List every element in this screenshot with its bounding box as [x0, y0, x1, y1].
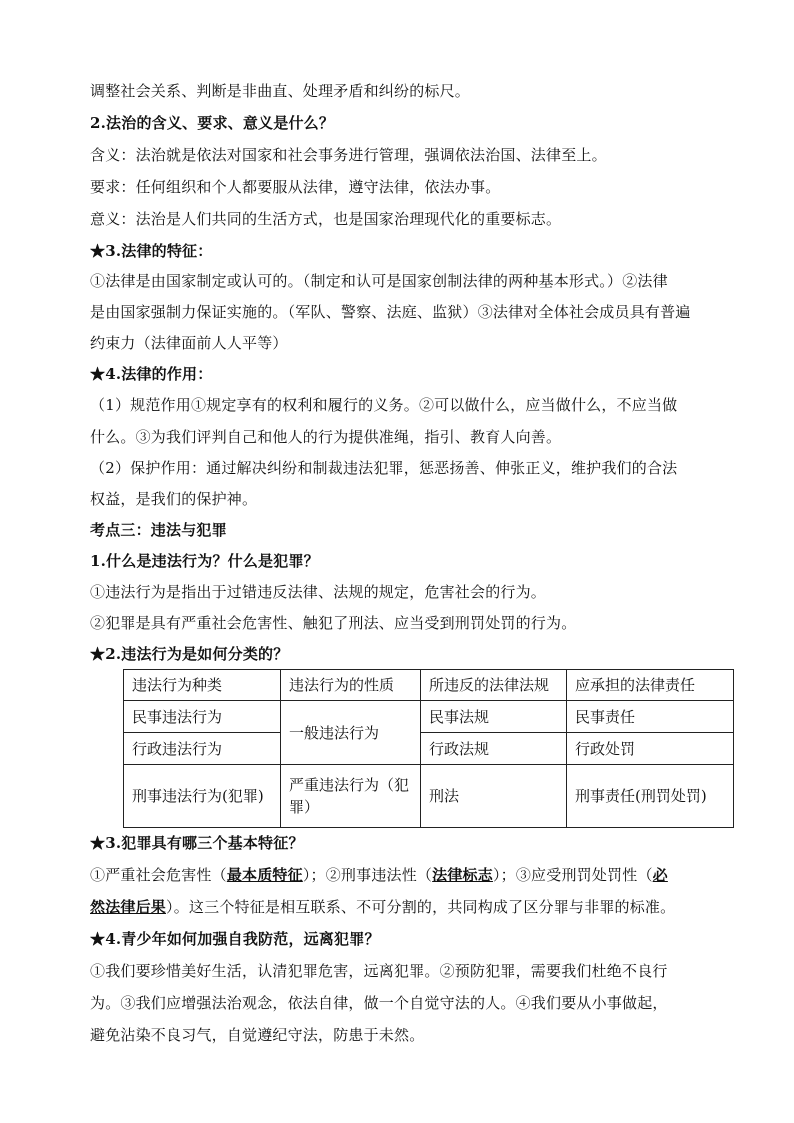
- paragraph-line: ②犯罪是具有严重社会危害性、触犯了刑法、应当受到刑罚处罚的行为。: [90, 614, 577, 632]
- paragraph-line: 是由国家强制力保证实施的。（军队、警察、法庭、监狱）③法律对全体社会成员具有普遍: [90, 303, 691, 321]
- paragraph-line: （2）保护作用：通过解决纠纷和制裁违法犯罪，惩恶扬善、伸张正义，维护我们的合法: [90, 459, 678, 477]
- paragraph-line: 权益，是我们的保护神。: [90, 490, 258, 508]
- paragraph-line: 约束力（法律面前人人平等）: [90, 334, 288, 352]
- paragraph-line: [90, 865, 710, 885]
- paragraph-line: 为。③我们应增强法治观念，依法自律，做一个自觉守法的人。④我们要从小事做起，: [90, 994, 668, 1012]
- table-cell: 严重违法行为（犯罪）: [281, 765, 421, 828]
- table-cell: 刑法: [421, 765, 567, 828]
- question-heading: ★4.法律的作用：: [90, 365, 213, 383]
- text-run: ①严重社会危害性（: [90, 866, 227, 884]
- text-run: ）；②刑事违法性（: [302, 866, 433, 884]
- paragraph-line: ①违法行为是指出于过错违反法律、法规的规定，危害社会的行为。: [90, 583, 547, 601]
- text-run: ）；③应受刑罚处罚性（: [492, 866, 653, 884]
- paragraph-line: 调整社会关系、判断是非曲直、处理矛盾和纠纷的标尺。: [90, 82, 471, 100]
- table-header-cell: 应承担的法律责任: [567, 670, 734, 701]
- key-term: 必: [652, 866, 668, 884]
- table-header-row: [124, 670, 734, 701]
- violation-classification-table: [123, 669, 733, 827]
- key-term: 然法律后果: [90, 898, 167, 916]
- table-cell: 行政违法行为: [124, 733, 281, 765]
- question-heading: ★2.违法行为是如何分类的？: [90, 645, 289, 663]
- table-cell: 民事法规: [421, 701, 567, 733]
- question-heading: ★3.法律的特征：: [90, 242, 213, 260]
- table-cell: 刑事责任(刑罚处罚): [567, 765, 734, 828]
- table-cell: 民事违法行为: [124, 701, 281, 733]
- paragraph-line: [90, 897, 710, 917]
- paragraph-line: 要求：任何组织和个人都要服从法律，遵守法律，依法办事。: [90, 178, 501, 196]
- question-heading: 1.什么是违法行为？什么是犯罪？: [90, 552, 319, 570]
- table-row: [124, 701, 734, 733]
- table-cell: 民事责任: [567, 701, 734, 733]
- question-heading: 2.法治的含义、要求、意义是什么？: [90, 114, 335, 132]
- table-header-cell: 违法行为种类: [124, 670, 281, 701]
- table-row: [124, 765, 734, 828]
- table-row: [124, 733, 734, 765]
- text-run: ）。这三个特征是相互联系、不可分割的，共同构成了区分罪与非罪的标准。: [166, 898, 676, 916]
- table-cell: 行政法规: [421, 733, 567, 765]
- key-term: 最本质特征: [226, 866, 303, 884]
- question-heading: ★4.青少年如何加强自我防范，远离犯罪？: [90, 930, 380, 948]
- section-heading: 考点三：违法与犯罪: [90, 521, 227, 539]
- table-cell: 刑事违法行为(犯罪): [124, 765, 281, 828]
- table-header-cell: 所违反的法律法规: [421, 670, 567, 701]
- question-heading: ★3.犯罪具有哪三个基本特征？: [90, 834, 304, 852]
- table-cell: 行政处罚: [567, 733, 734, 765]
- paragraph-line: 避免沾染不良习气，自觉遵纪守法，防患于未然。: [90, 1026, 425, 1044]
- paragraph-line: ①法律是由国家制定或认可的。（制定和认可是国家创制法律的两种基本形式。）②法律: [90, 272, 668, 290]
- table-cell-merged: 一般违法行为: [281, 701, 421, 765]
- table-header-cell: 违法行为的性质: [281, 670, 421, 701]
- paragraph-line: ①我们要珍惜美好生活，认清犯罪危害，远离犯罪。②预防犯罪，需要我们杜绝不良行: [90, 962, 668, 980]
- key-term: 法律标志: [432, 866, 493, 884]
- paragraph-line: 意义：法治是人们共同的生活方式，也是国家治理现代化的重要标志。: [90, 210, 562, 228]
- paragraph-line: 含义：法治就是依法对国家和社会事务进行管理，强调依法治国、法律至上。: [90, 146, 607, 164]
- law-table: [123, 669, 734, 828]
- paragraph-line: （1）规范作用①规定享有的权利和履行的义务。②可以做什么，应当做什么，不应当做: [90, 396, 678, 414]
- paragraph-line: 什么。③为我们评判自己和他人的行为提供准绳，指引、教育人向善。: [90, 428, 562, 446]
